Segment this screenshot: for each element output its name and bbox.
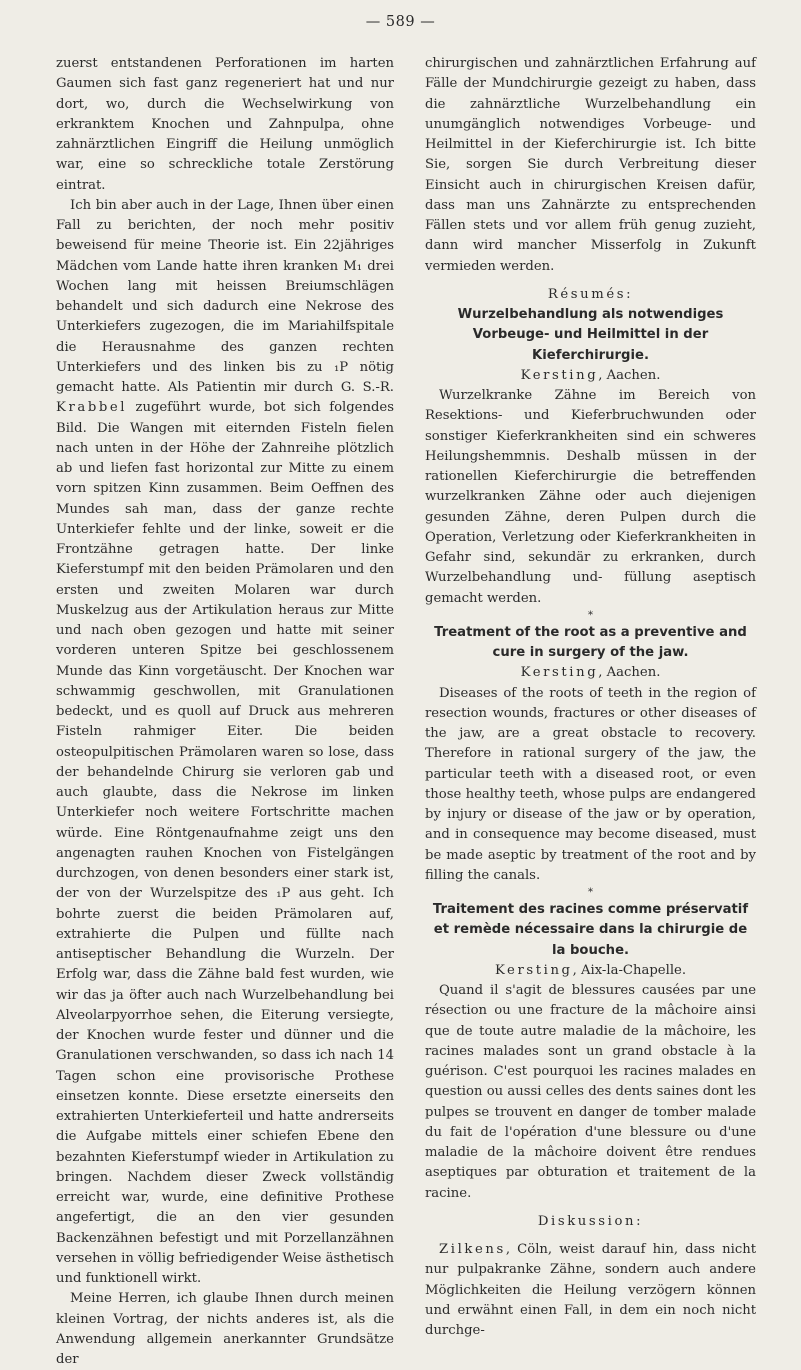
left-paragraph-1: zuerst entstandenen Perforationen im harten Gaumen sich fast ganz regeneriert hat und nur dort, wo, durch die Wechselwirkung von erkranktem Knochen und Zahnpulpa, ohne zahnärztlichen Eingriff die Heilung unmöglich war, eine so schreckliche totale Zerstörung eintrat. <box>56 56 394 193</box>
diskussion-heading: Diskussion: <box>537 1213 644 1229</box>
english-summary-city: , Aachen. <box>598 665 661 681</box>
french-summary-city: , Aix-la-Chapelle. <box>572 962 687 978</box>
english-summary-author-line <box>425 663 756 683</box>
french-summary-text: Quand il s'agit de blessures causées par une résection ou une fracture de la mâchoire ainsi que de toute autre maladie de la mâchoire, les racines malades sont un grand obstacle à la guérison. C'est pourquoi les racines malades en question ou aussi celles des dents saines dont les pulpes se trouvent en danger de tomber malade du fait de l'opération d'une blessure ou d'une maladie de la mâchoire doivent être rendues aseptiques par obturation et traitement de la racine. <box>425 983 756 1201</box>
left-column <box>56 54 394 1370</box>
german-summary-city: , Aachen. <box>598 367 661 383</box>
left-paragraph-2 <box>56 196 394 1290</box>
german-summary-author: Kersting <box>520 367 599 383</box>
french-summary-author: Kersting <box>494 962 573 978</box>
diskussion-text: , Cöln, weist darauf hin, dass nicht nur pulpakranke Zähne, sondern auch andere Möglichkeiten die Heilung verzögern können und erwähnt einen Fall, in dem ein noch nicht durchge- <box>425 1242 756 1338</box>
right-column <box>425 54 756 1341</box>
left-paragraph-3: Meine Herren, ich glaube Ihnen durch meinen kleinen Vortrag, der nichts anderes ist, als die Anwendung allgemein anerkannter Grundsätze der <box>56 1291 394 1367</box>
resumes-heading: Résumés: <box>547 286 634 302</box>
separator-star: * <box>588 887 593 898</box>
diskussion-paragraph <box>425 1240 756 1341</box>
french-summary-title: Traitement des racines comme préservatif et remède nécessaire dans la chirurgie de la bouche. <box>432 902 749 958</box>
english-summary-text: Diseases of the roots of teeth in the region of resection wounds, fractures or other diseases of the jaw, are a great obstacle to recovery. Therefore in rational surgery of the jaw, the particular teeth with a diseased root, or even those healthy teeth, whose pulps are endangered by injury or disease of the jaw or by operation, and in consequence may become diseased, must be made aseptic by treatment of the root and by filling the canals. <box>425 685 756 883</box>
page-number: — 589 — <box>365 14 436 30</box>
german-summary-title: Wurzelbehandlung als notwendiges Vorbeuge- und Heilmittel in der Kieferchirurgie. <box>457 307 724 363</box>
english-summary-title: Treatment of the root as a preventive and cure in surgery of the jaw. <box>434 624 747 660</box>
separator-star: * <box>588 609 593 621</box>
left-paragraph-2-text-a: Ich bin aber auch in der Lage, Ihnen über einen Fall zu berichten, der noch mehr positiv beweisend für meine Theorie ist. Ein 22jähriges Mädchen vom Lande hatte ihren kranken M₁ drei Wochen lang mit heissen Breiumschlägen behandelt und sich dadurch eine Nekrose des Unterkiefers zugezogen, die im Mariahilfspitale die Herausnahme des ganzen rechten Unterkiefers und des linken bis zu ₁P nötig gemacht hatte. Als Patientin mir durch G. S.-R. <box>56 197 394 395</box>
right-paragraph-1: chirurgischen und zahnärztlichen Erfahrung auf Fälle der Mundchirurgie gezeigt zu haben, dass die zahnärztliche Wurzelbehandlung ein unumgänglich notwendiges Vorbeuge- und Heilmittel in der Kieferchirurgie ist. Ich bitte Sie, sorgen Sie durch Verbreitung dieser Einsicht auch in chirurgischen Kreisen dafür, dass man uns Zahnärzte zu entsprechenden Fällen stets und vor allem früh genug zuzieht, dann wird mancher Misserfolg in Zukunft vermieden werden. <box>425 56 756 274</box>
left-paragraph-2-text-b: zugeführt wurde, bot sich folgendes Bild. Die Wangen mit eiternden Fisteln fielen nach unten in der Höhe der Zahnreihe plötzlich ab und liefen fast horizontal zur Mitte zu einem vorn spitzen Kinn zusammen. Beim Oeffnen des Mundes sah man, dass der ganze rechte Unterkiefer fehlte und der linke, soweit er die Frontzähne getragen hatte. Der linke Kieferstumpf mit den beiden Prämolaren und den ersten und zweiten Molaren war durch Muskelzug aus der Artikulation heraus zur Mitte und nach oben gezogen und hatte mit seiner vorderen unteren Spitze bei geschlossenem Munde das Kinn vorgetäuscht. Der Knochen war schwammig geschwollen, mit Granulationen bedeckt, und es quoll auf Druck aus mehreren Fisteln rahmiger Eiter. Die beiden osteopulpitischen Prämolaren waren so lose, dass der behandelnde Chirurg sie verloren gab und auch glaubte, dass die Nekrose im linken Unterkiefer noch weitere Fortschritte machen würde. Eine Röntgenaufnahme zeigt uns den angenagten rauhen Knochen von Fistelgängen durchzogen, von denen besonders einer stark ist, der von der Wurzelspitze des ₁P aus geht. Ich bohrte zuerst die beiden Prämolaren auf, extrahierte die Pulpen und füllte nach antiseptischer Behandlung die Wurzeln. Der Erfolg war, dass die Zähne bald fest wurden, wie wir das ja öfter auch nach Wurzelbehandlung bei Alveolarpyorrhoe sehen, die Eiterung versiegte, der Knochen wurde fester und dünner und die Granulationen verschwanden, so dass ich nach 14 Tagen schon eine provisorische Prothese einsetzen konnte. Diese ersetzte einerseits den extrahierten Unterkieferteil und hatte andrerseits die Aufgabe mittels einer schiefen Ebene den bezahnten Kieferstumpf wieder in Artikulation zu bringen. Nachdem dieser Zweck vollständig erreicht war, wurde, eine definitive Prothese angefertigt, die an den vier gesunden Backenzähnen befestigt und mit Porzellanzähnen versehen in völlig befriedigender Weise ästhetisch und funktionell wirkt. <box>56 400 394 1286</box>
discussant-name-zilkens: Zilkens <box>439 1242 506 1257</box>
author-name-krabbel: Krabbel <box>56 400 128 416</box>
french-summary-author-line <box>425 961 756 981</box>
english-summary-author: Kersting <box>520 665 599 681</box>
german-summary-author-line <box>425 366 756 386</box>
german-summary-text: Wurzelkranke Zähne im Bereich von Resektions- und Kieferbruchwunden oder sonstiger Kieferkrankheiten sind ein schweres Heilungshemmnis. Deshalb müssen in der rationellen Kieferchirurgie die betreffenden wurzelkranken Zähne oder auch diejenigen gesunden Zähne, deren Pulpen durch die Operation, Verletzung oder Kieferkrankheiten in Gefahr sind, sekundär zu erkranken, durch Wurzelbehandlung und- füllung aseptisch gemacht werden. <box>425 388 756 606</box>
